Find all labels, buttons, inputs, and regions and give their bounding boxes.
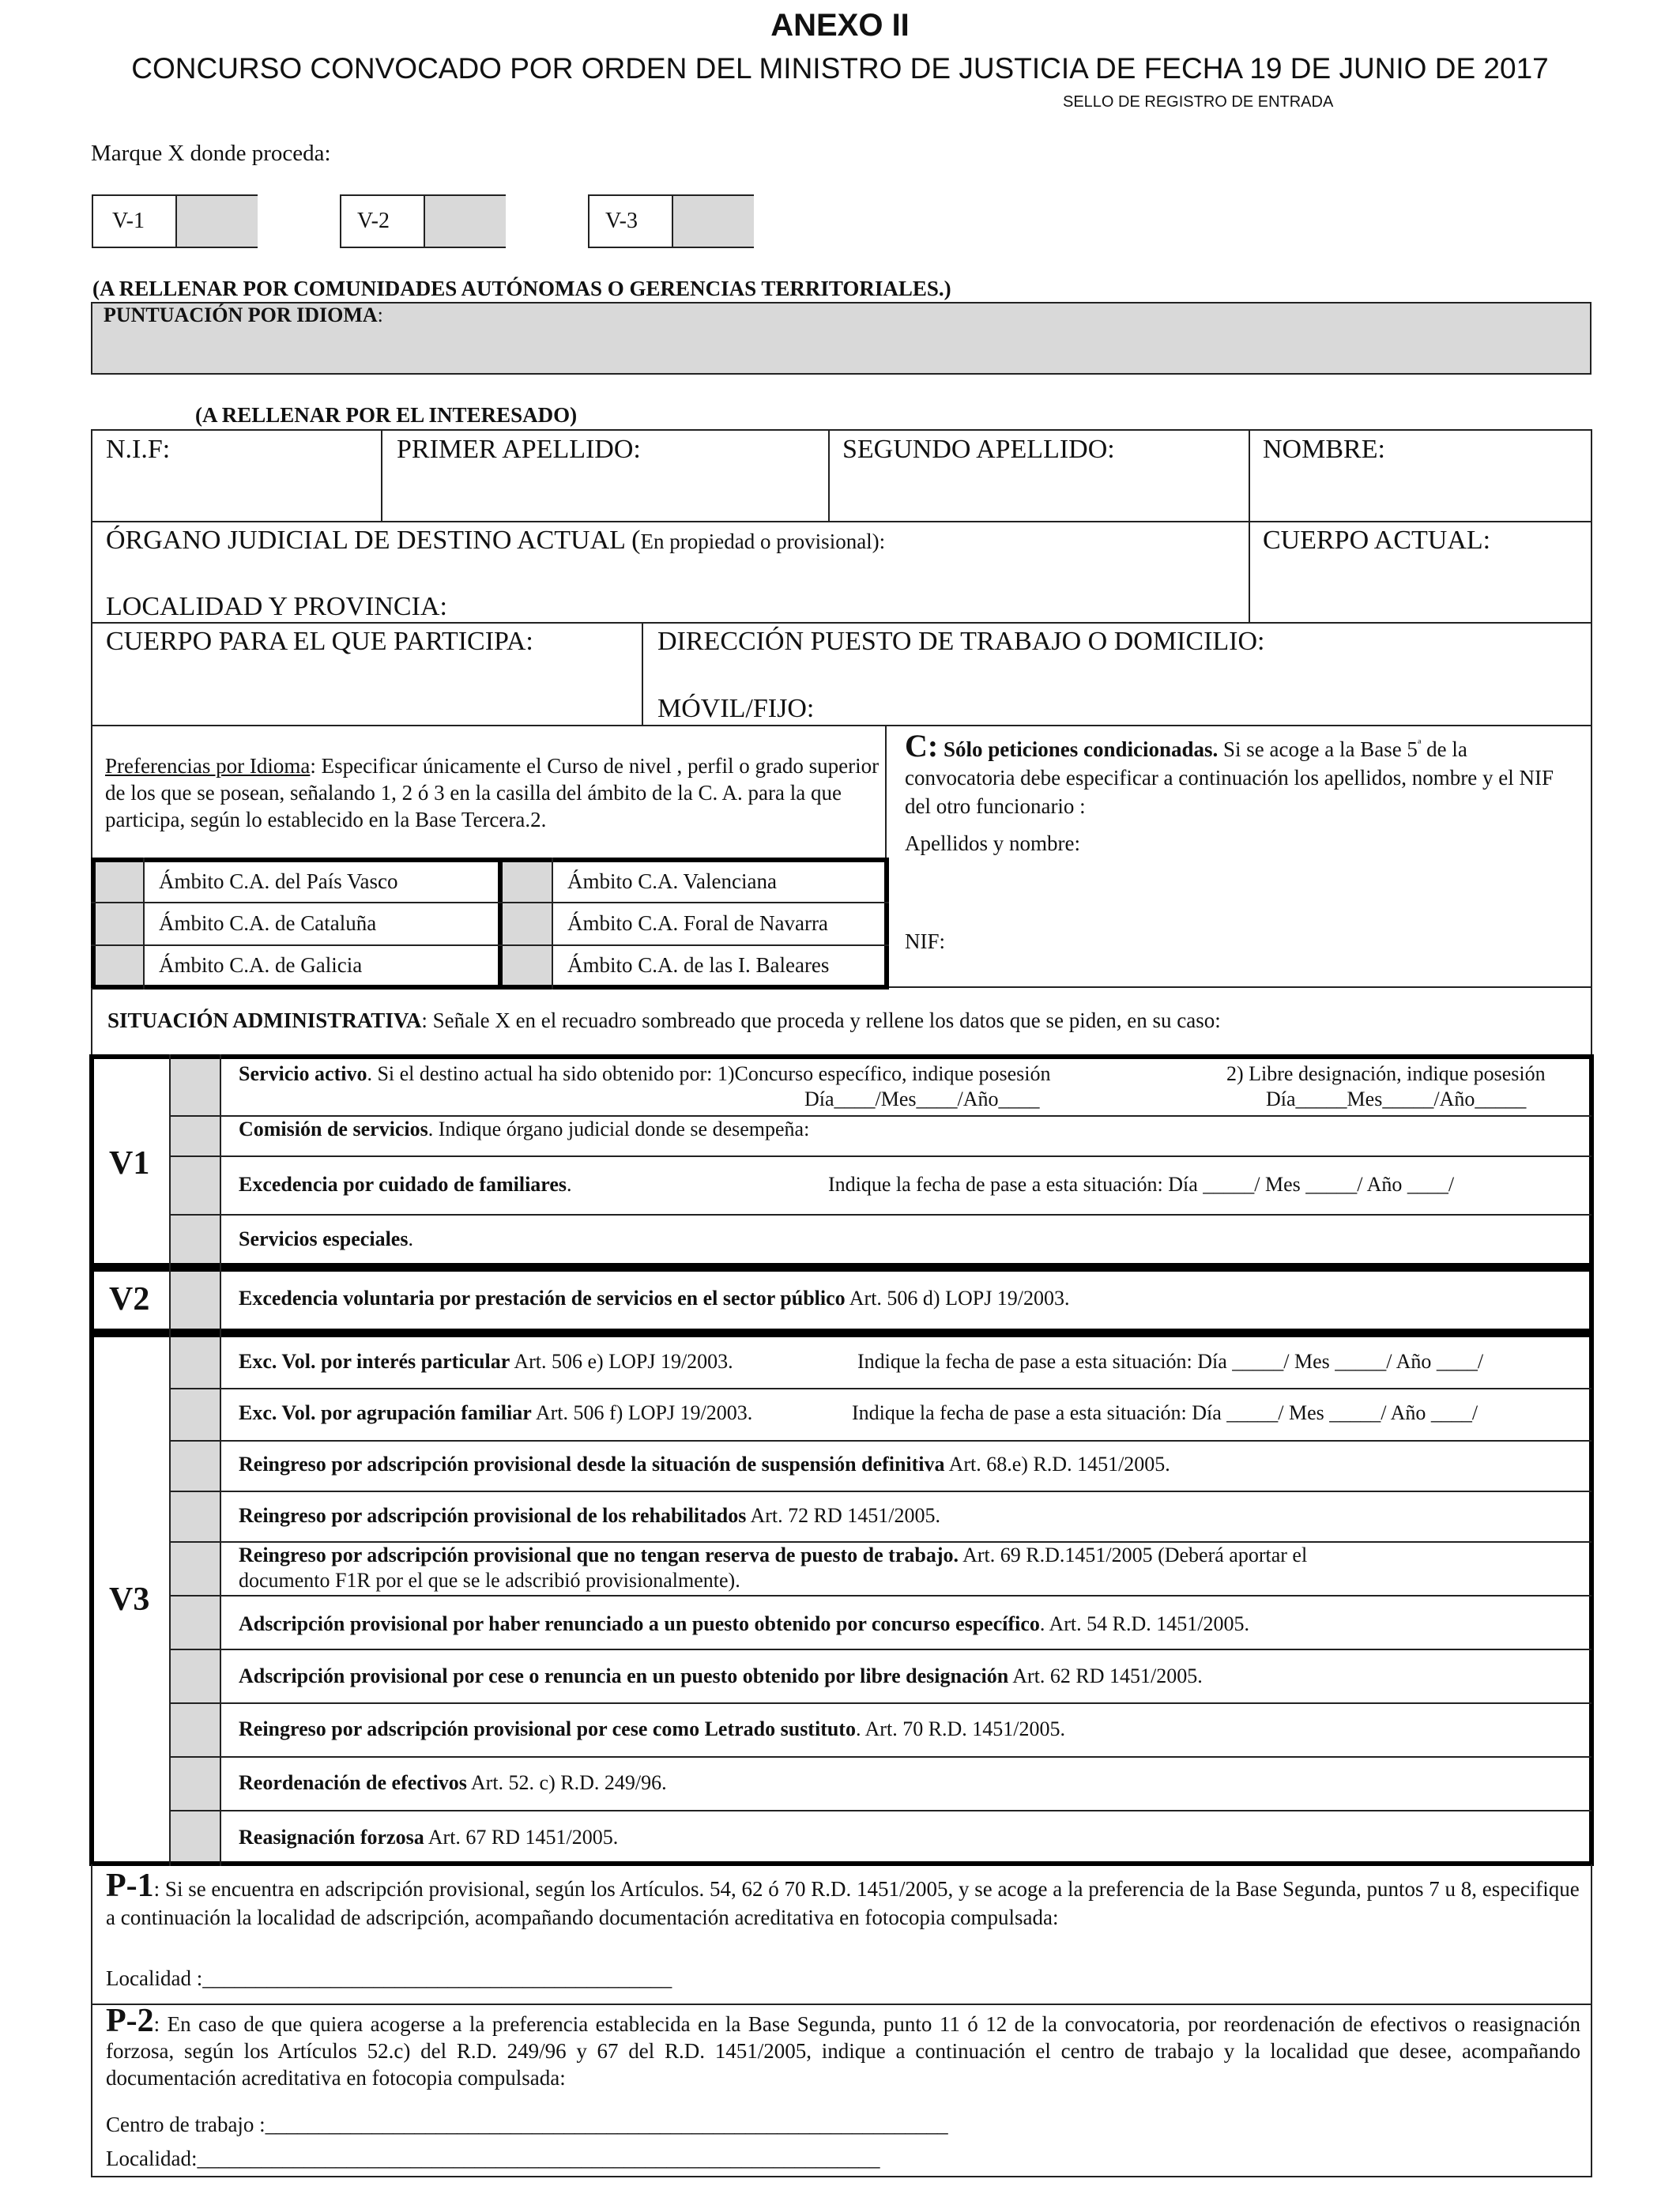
option-v2-label: V-2 [357, 209, 390, 233]
v3-row-4-checkbox[interactable] [171, 1492, 220, 1541]
conditional-nif-field[interactable]: NIF: [905, 929, 946, 953]
p1-text: P-1: Si se encuentra en adscripción provisional, según los Artículos. 54, 62 ó 70 R.D. 1451/2005, y se acoge a la preferencia de la Base Segunda, puntos 7 u 8, especifique a continuación la localidad de adscripción, acompañando documentación acreditativa en fotocopia compulsada: [106, 1868, 1580, 1929]
v3-label: V3 [109, 1581, 150, 1618]
v3-row-2-checkbox[interactable] [171, 1389, 220, 1440]
v1-commission-checkbox[interactable] [171, 1117, 220, 1155]
page-subtitle: CONCURSO CONVOCADO POR ORDEN DEL MINISTRO DE JUSTICIA DE FECHA 19 DE JUNIO DE 2017 [131, 52, 1549, 85]
option-v3 [588, 194, 754, 248]
option-v2 [340, 194, 506, 248]
p1-locality-field[interactable]: Localidad :____________________________________________ [106, 1966, 672, 1990]
mobile-field[interactable]: MÓVIL/FIJO: [657, 694, 815, 723]
v3-row-7-checkbox[interactable] [171, 1650, 220, 1702]
v3-row-1-checkbox[interactable] [171, 1337, 220, 1388]
mark-instruction: Marque X donde proceda: [91, 141, 331, 166]
area-baleares-label: Ámbito C.A. de las I. Baleares [567, 953, 830, 977]
v2-checkbox[interactable] [171, 1272, 220, 1329]
area-catalonia-label: Ámbito C.A. de Cataluña [159, 911, 377, 935]
option-v1-label: V-1 [112, 209, 145, 233]
language-prefs-text: Preferencias por Idioma: Especificar únicamente el Curso de nivel , perfil o grado superior de los que se posean, señalando 1, 2 ó 3 en la casilla del ámbito de la C. A. para la que participa, según lo establecido en la Base Tercera.2. [105, 754, 880, 831]
v1-care-text: Excedencia por cuidado de familiares. [239, 1173, 572, 1196]
area-galicia-checkbox[interactable] [96, 946, 143, 985]
option-v1 [92, 194, 258, 248]
p2-workplace-field[interactable]: Centro de trabajo :________________________________________________________________ [106, 2113, 948, 2136]
v1-special-checkbox[interactable] [171, 1216, 220, 1263]
conditional-names-field[interactable]: Apellidos y nombre: [905, 831, 1080, 855]
situation-title: SITUACIÓN ADMINISTRATIVA: Señale X en el recuadro sombreado que proceda y rellene los datos que se piden, en su caso: [107, 1008, 1221, 1032]
address-field[interactable]: DIRECCIÓN PUESTO DE TRABAJO O DOMICILIO: [657, 627, 1265, 656]
area-valencia-checkbox[interactable] [503, 862, 552, 902]
v3-row-5-text: Reingreso por adscripción provisional que no tengan reserva de puesto de trabajo. Art. 69 R.D.1451/2005 (Deberá aportar el documento F1R por el que se le adscribió provisionalmente). [239, 1544, 1308, 1592]
p2-locality-field[interactable]: Localidad:________________________________________________________________ [106, 2147, 880, 2170]
v1-commission-text: Comisión de servicios. Indique órgano judicial donde se desempeña: [239, 1118, 810, 1140]
participating-body-field[interactable]: CUERPO PARA EL QUE PARTICIPA: [106, 627, 533, 656]
p2-text: P-2: En caso de que quiera acogerse a la preferencia establecida en la Base Segunda, punto 11 ó 12 de la convocatoria, por reordenación de efectivos o reasignación forzosa, según los Artículos 52.c) del R.D. 249/96 y 67 del R.D. 1451/2005, indique a continuación el centro de trabajo y la localidad que desee, acompañando documentación acreditativa en fotocopia compulsada: [106, 2003, 1580, 2090]
v3-row-6-text: Adscripción provisional por haber renunciado a un puesto obtenido por concurso específico. Art. 54 R.D. 1451/2005. [239, 1612, 1249, 1635]
v3-row-10-checkbox[interactable] [171, 1811, 220, 1861]
organ-field[interactable]: ÓRGANO JUDICIAL DE DESTINO ACTUAL (En propiedad o provisional): [106, 526, 886, 555]
v1-label: V1 [109, 1145, 150, 1182]
name-field[interactable]: NOMBRE: [1263, 435, 1385, 464]
v1-active-date2[interactable]: Día_____Mes_____/Año_____ [1266, 1088, 1527, 1110]
admin-section-heading: (A RELLENAR POR COMUNIDADES AUTÓNOMAS O GERENCIAS TERRITORIALES.) [92, 277, 951, 300]
v3-row-8-text: Reingreso por adscripción provisional por cese como Letrado sustituto. Art. 70 R.D. 1451/2005. [239, 1717, 1066, 1740]
option-v2-checkbox[interactable] [424, 196, 506, 247]
second-surname-field[interactable]: SEGUNDO APELLIDO: [842, 435, 1115, 464]
language-score-label: PUNTUACIÓN POR IDIOMA: [104, 303, 383, 326]
v1-active-checkbox[interactable] [171, 1059, 220, 1115]
v1-active-text: Servicio activo. Si el destino actual ha sido obtenido por: 1)Concurso específico, indique posesión [239, 1062, 1051, 1085]
v3-row-3-text: Reingreso por adscripción provisional desde la situación de suspensión definitiva Art. 68.e) R.D. 1451/2005. [239, 1453, 1170, 1476]
conditional-text: C: Sólo peticiones condicionadas. Si se acoge a la Base $5^ª$ de la convocatoria debe especificar a continuación los apellidos, nombre y el NIF del otro funcionario : [905, 728, 1554, 818]
v3-row-5-checkbox[interactable] [171, 1543, 220, 1595]
v3-row-9-checkbox[interactable] [171, 1758, 220, 1810]
first-surname-field[interactable]: PRIMER APELLIDO: [397, 435, 641, 464]
option-v3-checkbox[interactable] [672, 196, 754, 247]
v3-row-10-text: Reasignación forzosa Art. 67 RD 1451/2005. [239, 1826, 619, 1849]
area-basque-checkbox[interactable] [96, 862, 143, 902]
v3-row-4-text: Reingreso por adscripción provisional de los rehabilitados Art. 72 RD 1451/2005. [239, 1504, 940, 1527]
v3-row-8-checkbox[interactable] [171, 1704, 220, 1756]
v3-row-2-date[interactable]: Indique la fecha de pase a esta situación: Día _____/ Mes _____/ Año ____/ [852, 1401, 1478, 1424]
v3-row-7-text: Adscripción provisional por cese o renuncia en un puesto obtenido por libre designación Art. 62 RD 1451/2005. [239, 1664, 1203, 1687]
nif-field[interactable]: N.I.F: [106, 435, 171, 464]
v1-special-text: Servicios especiales. [239, 1227, 413, 1250]
area-baleares-checkbox[interactable] [503, 946, 552, 985]
language-score-box[interactable] [91, 302, 1591, 375]
area-navarra-label: Ámbito C.A. Foral de Navarra [567, 911, 828, 935]
option-v3-label: V-3 [605, 209, 638, 233]
area-basque-label: Ámbito C.A. del País Vasco [159, 869, 398, 893]
option-v1-checkbox[interactable] [175, 196, 258, 247]
area-valencia-label: Ámbito C.A. Valenciana [567, 869, 777, 893]
v3-row-9-text: Reordenación de efectivos Art. 52. c) R.D. 249/96. [239, 1771, 667, 1794]
current-body-field[interactable]: CUERPO ACTUAL: [1263, 526, 1491, 555]
applicant-section-heading: (A RELLENAR POR EL INTERESADO) [195, 403, 578, 427]
v3-row-3-checkbox[interactable] [171, 1442, 220, 1491]
area-galicia-label: Ámbito C.A. de Galicia [159, 953, 363, 977]
v3-row-2-text: Exc. Vol. por agrupación familiar Art. 506 f) LOPJ 19/2003. [239, 1401, 753, 1424]
area-navarra-checkbox[interactable] [503, 903, 552, 944]
v1-active-text2: 2) Libre designación, indique posesión [1226, 1062, 1546, 1085]
stamp-label: SELLO DE REGISTRO DE ENTRADA [1063, 93, 1334, 111]
v3-row-6-checkbox[interactable] [171, 1596, 220, 1649]
area-catalonia-checkbox[interactable] [96, 903, 143, 944]
v2-text: Excedencia voluntaria por prestación de servicios en el sector público Art. 506 d) LOPJ 19/2003. [239, 1287, 1070, 1310]
locality-province-field[interactable]: LOCALIDAD Y PROVINCIA: [106, 592, 447, 621]
v1-care-date[interactable]: Indique la fecha de pase a esta situación: Día _____/ Mes _____/ Año ____/ [828, 1173, 1455, 1196]
v3-row-1-text: Exc. Vol. por interés particular Art. 506 e) LOPJ 19/2003. [239, 1350, 733, 1373]
situation-header [91, 988, 1592, 1056]
v3-row-1-date[interactable]: Indique la fecha de pase a esta situación: Día _____/ Mes _____/ Año ____/ [857, 1350, 1484, 1373]
page-title: ANEXO II [770, 8, 910, 43]
v2-label: V2 [109, 1281, 150, 1318]
v1-active-date1[interactable]: Día____/Mes____/Año____ [804, 1088, 1040, 1110]
v1-care-checkbox[interactable] [171, 1157, 220, 1214]
